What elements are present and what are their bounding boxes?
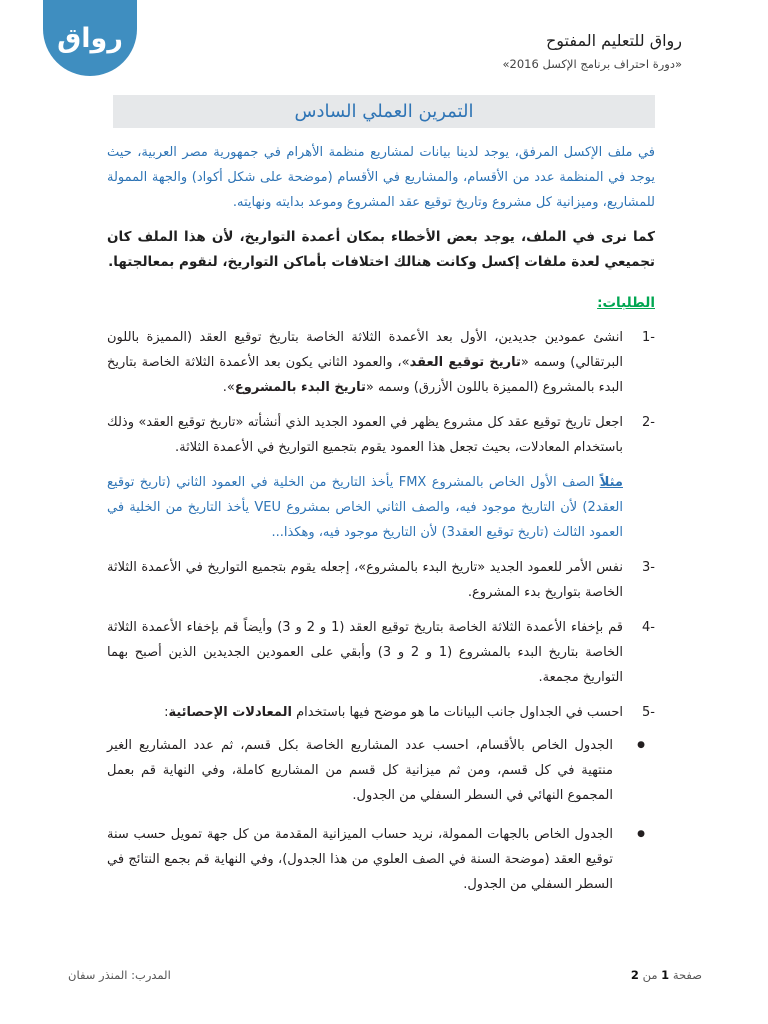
requirement-1 bbox=[107, 325, 655, 400]
requirement-3 bbox=[107, 555, 655, 605]
requirement-5 bbox=[107, 700, 655, 725]
item-text-part: »، والعمود الثاني يكون بعد الأعمدة الثلاثة الخاصة بتاريخ البدء بالمشروع (المميزة باللون الأزرق) وسمه « bbox=[107, 355, 623, 395]
page-current: 1 bbox=[661, 968, 670, 982]
item-text-part: انشئ عمودين جديدين، الأول بعد الأعمدة الثلاثة الخاصة بتاريخ توقيع العقد (المميزة باللون البرتقالي) وسمه « bbox=[107, 330, 623, 370]
rwaq-logo bbox=[43, 0, 137, 76]
example-paragraph bbox=[107, 470, 623, 545]
example-lead: مثلاً bbox=[599, 475, 623, 490]
page-word: صفحة bbox=[672, 968, 702, 982]
item-number: -1 bbox=[642, 330, 655, 345]
item-text-part: : bbox=[164, 705, 169, 720]
item-text-part: احسب في الجداول جانب البيانات ما هو موضح فيها باستخدام bbox=[291, 705, 623, 720]
item-number: -4 bbox=[642, 620, 655, 635]
statistical-formulas-term: المعادلات الإحصائية bbox=[168, 705, 292, 720]
bullet-funders-table: ● الجدول الخاص بالجهات الممولة، نريد حساب الميزانية المقدمة من كل جهة تمويل حسب سنة توقيع العقد (موضحة السنة في الصف العلوي من هذا الجدول)، وفي النهاية قم بجمع النتائج في السطر السفلي من الجدول. bbox=[107, 822, 613, 897]
requirement-4 bbox=[107, 615, 655, 690]
item-text: اجعل تاريخ توقيع عقد كل مشروع يظهر في العمود الجديد الذي أنشأته «تاريخ توقيع العقد» وذلك باستخدام المعادلات، بحيث تجعل هذا العمود يقوم بتجميع التواريخ في الأعمدة الثلاثة. bbox=[107, 415, 623, 455]
requirements-heading: الطلبات: bbox=[597, 295, 655, 311]
item-number: -3 bbox=[642, 560, 655, 575]
exercise-title: التمرين العملي السادس bbox=[113, 95, 655, 128]
header-subtitle: «دورة احتراف برنامج الإكسل 2016» bbox=[502, 57, 682, 71]
footer-trainer: المدرب: المنذر سفان bbox=[68, 968, 171, 982]
item-text-part: ». bbox=[222, 380, 235, 395]
intro-paragraph: في ملف الإكسل المرفق، يوجد لدينا بيانات لمشاريع منظمة الأهرام في جمهورية مصر العربية، حيث يوجد في المنظمة عدد من الأقسام، والمشاريع في الأقسام (موضحة على شكل أكواد) والجهة الممولة للمشاريع، وميزانية كل مشروع وتاريخ توقيع عقد المشروع وموعد بدايته ونهايته. bbox=[107, 145, 655, 210]
column-name-start-date: تاريخ البدء بالمشروع bbox=[234, 380, 366, 395]
bullet-departments-table: ● الجدول الخاص بالأقسام، احسب عدد المشاريع الخاصة بكل قسم، ثم عدد المشاريع الغير منتهية في كل قسم، ومن ثم ميزانية كل قسم من المشاريع كاملة، وفي النهاية قم بعمل المجموع النهائي في السطر السفلي من الجدول. bbox=[107, 733, 613, 808]
document-body bbox=[107, 140, 655, 911]
logo-text: رواق bbox=[57, 23, 123, 54]
bullet-list bbox=[107, 733, 655, 897]
footer-page-number bbox=[631, 968, 702, 982]
item-number: -5 bbox=[642, 705, 655, 720]
item-text bbox=[107, 325, 623, 400]
column-name-contract-date: تاريخ توقيع العقد bbox=[409, 355, 521, 370]
requirement-2 bbox=[107, 410, 655, 460]
item-text bbox=[107, 700, 623, 725]
example-text: الصف الأول الخاص بالمشروع FMX يأخذ التاريخ من الخلية في العمود الثاني (تاريخ توقيع العقد2) لأن التاريخ موجود فيه، والصف الثاني الخاص بمشروع VEU يأخذ التاريخ من الخلية في العمود الثالث (تاريخ توقيع العقد3) لأن التاريخ موجود فيه، وهكذا... bbox=[107, 475, 623, 540]
item-number: -2 bbox=[642, 415, 655, 430]
item-text: نفس الأمر للعمود الجديد «تاريخ البدء بالمشروع»، إجعله يقوم بتجميع التواريخ في الأعمدة الثلاثة الخاصة بتواريخ بدء المشروع. bbox=[107, 560, 623, 600]
page-total: 2 bbox=[630, 968, 639, 982]
page-of: من bbox=[642, 968, 658, 982]
item-text: قم بإخفاء الأعمدة الثلاثة الخاصة بتاريخ توقيع العقد (1 و 2 و 3) وأيضاً قم بإخفاء الأعمدة الثلاثة الخاصة بتاريخ البدء بالمشروع (1 و 2 و 3) وأبقي على العمودين الجديدين الذين أصبح بهما التواريخ مجمعة. bbox=[107, 620, 624, 685]
header-title: رواق للتعليم المفتوح bbox=[545, 31, 682, 50]
intro-note: كما نرى في الملف، يوجد بعض الأخطاء بمكان أعمدة التواريخ، لأن هذا الملف كان تجميعي لعدة ملفات إكسل وكانت هنالك اختلافات بأماكن التواريخ، لنقوم بمعالجتها. bbox=[107, 229, 655, 270]
